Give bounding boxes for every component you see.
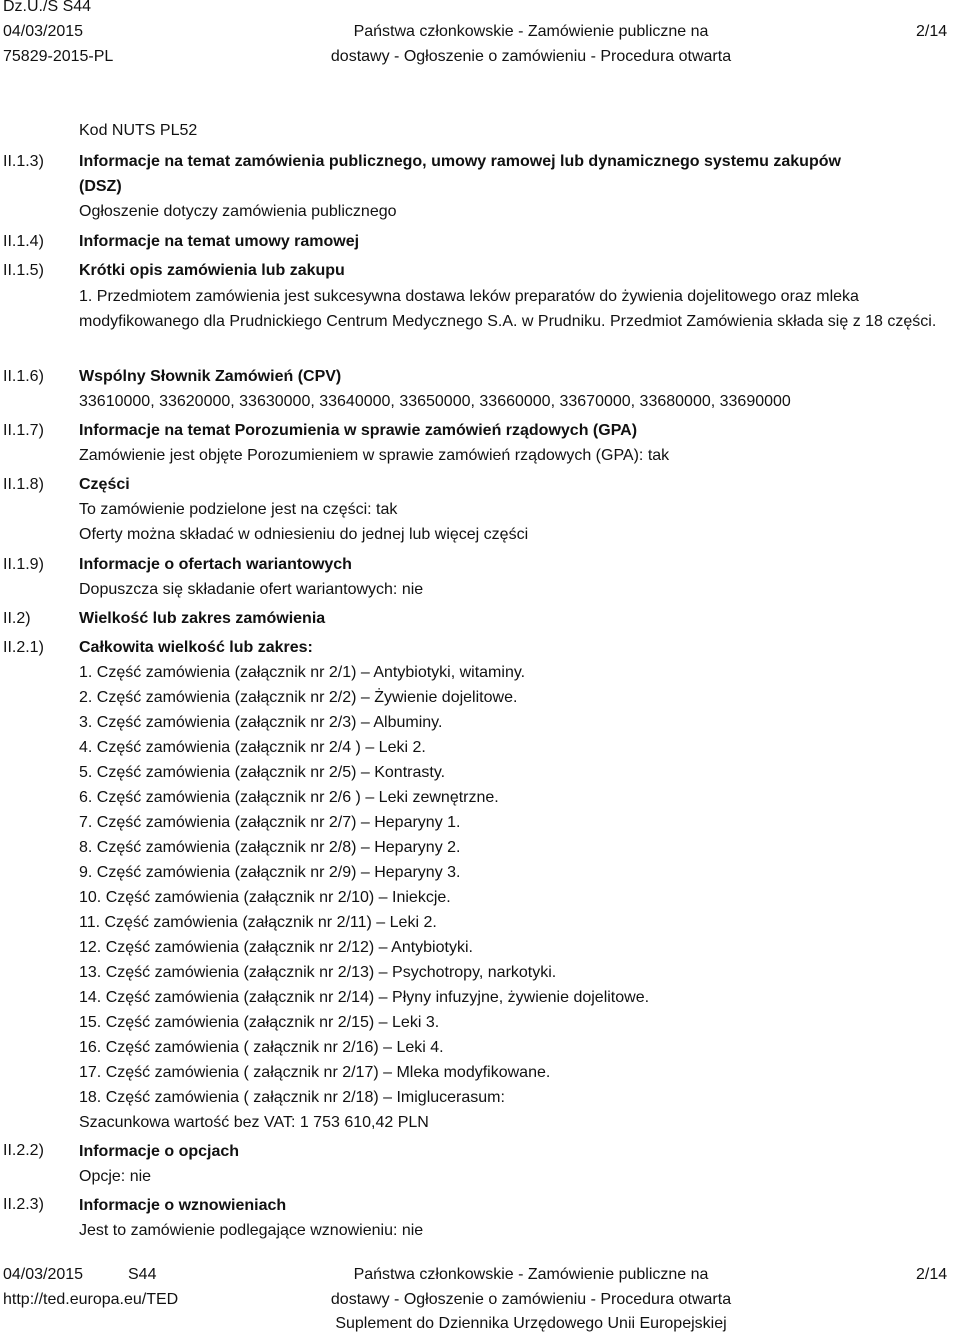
section-number: II.1.7) [3,422,44,439]
section-number: II.1.6) [3,368,44,385]
footer-title-line2: dostawy - Ogłoszenie o zamówieniu - Procedura otwarta [330,1291,732,1308]
gpa-heading: Informacje na temat Porozumienia w sprawie zamówień rządowych (GPA) [79,422,638,439]
footer-url[interactable]: http://ted.europa.eu/TED [3,1291,179,1308]
list-item: 3. Część zamówienia (załącznik nr 2/3) – Albuminy. [79,714,443,731]
header-page-number: 2/14 [916,23,948,40]
footer-supplement: Suplement do Dziennika Urzędowego Unii Europejskiej [335,1315,727,1332]
info-heading-cont: (DSZ) [79,178,122,195]
list-item: 9. Część zamówienia (załącznik nr 2/9) – Heparyny 3. [79,864,461,881]
list-item: 6. Część zamówienia (załącznik nr 2/6 ) – Leki zewnętrzne. [79,789,499,806]
total-heading: Całkowita wielkość lub zakres: [79,639,313,656]
short-desc-heading: Krótki opis zamówienia lub zakupu [79,262,345,279]
section-number: II.2) [3,610,31,627]
page-footer [0,1264,960,1334]
list-item: 16. Część zamówienia ( załącznik nr 2/16) – Leki 4. [79,1039,444,1056]
renewal-value: Jest to zamówienie podlegające wznowieniu: nie [79,1222,424,1239]
section-number: II.2.1) [3,639,44,656]
list-item: 5. Część zamówienia (załącznik nr 2/5) – Kontrasty. [79,764,446,781]
page-header [0,0,960,70]
footer-title-line1: Państwa członkowskie - Zamówienie publiczne na [353,1266,709,1283]
list-item: 11. Część zamówienia (załącznik nr 2/11) – Leki 2. [79,914,437,931]
options-heading: Informacje o opcjach [79,1143,240,1160]
footer-date: 04/03/2015 [3,1266,84,1283]
scope-heading: Wielkość lub zakres zamówienia [79,610,326,627]
lots-value: To zamówienie podzielone jest na części: tak [79,501,398,518]
list-item: 14. Część zamówienia (załącznik nr 2/14) – Płyny infuzyjne, żywienie dojelitowe. [79,989,650,1006]
section-number: II.1.3) [3,153,44,170]
footer-series: S44 [128,1266,157,1283]
section-number: II.2.3) [3,1196,44,1213]
variants-value: Dopuszcza się składanie ofert wariantowych: nie [79,581,424,598]
list-item: 18. Część zamówienia ( załącznik nr 2/18) – Imiglucerasum: [79,1089,505,1106]
info-value: Ogłoszenie dotyczy zamówienia publicznego [79,203,397,220]
list-item: 1. Część zamówienia (załącznik nr 2/1) – Antybiotyki, witaminy. [79,664,526,681]
list-item: 12. Część zamówienia (załącznik nr 2/12) – Antybiotyki. [79,939,473,956]
footer-page-number: 2/14 [916,1266,948,1283]
header-title-line2: dostawy - Ogłoszenie o zamówieniu - Procedura otwarta [330,48,732,65]
gpa-value: Zamówienie jest objęte Porozumieniem w sprawie zamówień rządowych (GPA): tak [79,447,670,464]
section-number: II.1.5) [3,262,44,279]
lots-heading: Części [79,476,130,493]
list-item: 4. Część zamówienia (załącznik nr 2/4 ) – Leki 2. [79,739,426,756]
header-title-line1: Państwa członkowskie - Zamówienie publiczne na [353,23,709,40]
section-number: II.1.4) [3,233,44,250]
list-item: 17. Część zamówienia ( załącznik nr 2/17) – Mleka modyfikowane. [79,1064,551,1081]
list-item: 15. Część zamówienia (załącznik nr 2/15) – Leki 3. [79,1014,440,1031]
section-number: II.1.9) [3,556,44,573]
notice-ref: 75829-2015-PL [3,48,114,65]
list-item: 2. Część zamówienia (załącznik nr 2/2) – Żywienie dojelitowe. [79,689,518,706]
cpv-codes: 33610000, 33620000, 33630000, 33640000, 33650000, 33660000, 33670000, 33680000, 33690000 [79,393,791,410]
journal-ref: Dz.U./S S44 [3,0,92,15]
renewal-heading: Informacje o wznowieniach [79,1197,287,1214]
estimated-value: Szacunkowa wartość bez VAT: 1 753 610,42 PLN [79,1114,429,1131]
cpv-heading: Wspólny Słownik Zamówień (CPV) [79,368,342,385]
section-number: II.2.2) [3,1142,44,1159]
list-item: 10. Część zamówienia (załącznik nr 2/10) – Iniekcje. [79,889,451,906]
list-item: 7. Część zamówienia (załącznik nr 2/7) – Heparyny 1. [79,814,461,831]
lots-value: Oferty można składać w odniesieniu do jednej lub więcej części [79,526,529,543]
list-item: 8. Część zamówienia (załącznik nr 2/8) – Heparyny 2. [79,839,461,856]
header-date: 04/03/2015 [3,23,84,40]
nuts-code: Kod NUTS PL52 [79,122,198,139]
options-value: Opcje: nie [79,1168,152,1185]
short-desc-text: 1. Przedmiotem zamówienia jest sukcesywna dostawa leków preparatów do żywienia dojelitowego oraz mleka modyfikowanego dla Prudnickiego Centrum Medycznego S.A. w Prudniku. Przedmiot Zamówienia składa się z 18 części. [79,288,937,330]
list-item: 13. Część zamówienia (załącznik nr 2/13) – Psychotropy, narkotyki. [79,964,557,981]
section-number: II.1.8) [3,476,44,493]
framework-heading: Informacje na temat umowy ramowej [79,233,360,250]
variants-heading: Informacje o ofertach wariantowych [79,556,352,573]
info-heading: Informacje na temat zamówienia publicznego, umowy ramowej lub dynamicznego systemu zakupów [79,153,841,170]
